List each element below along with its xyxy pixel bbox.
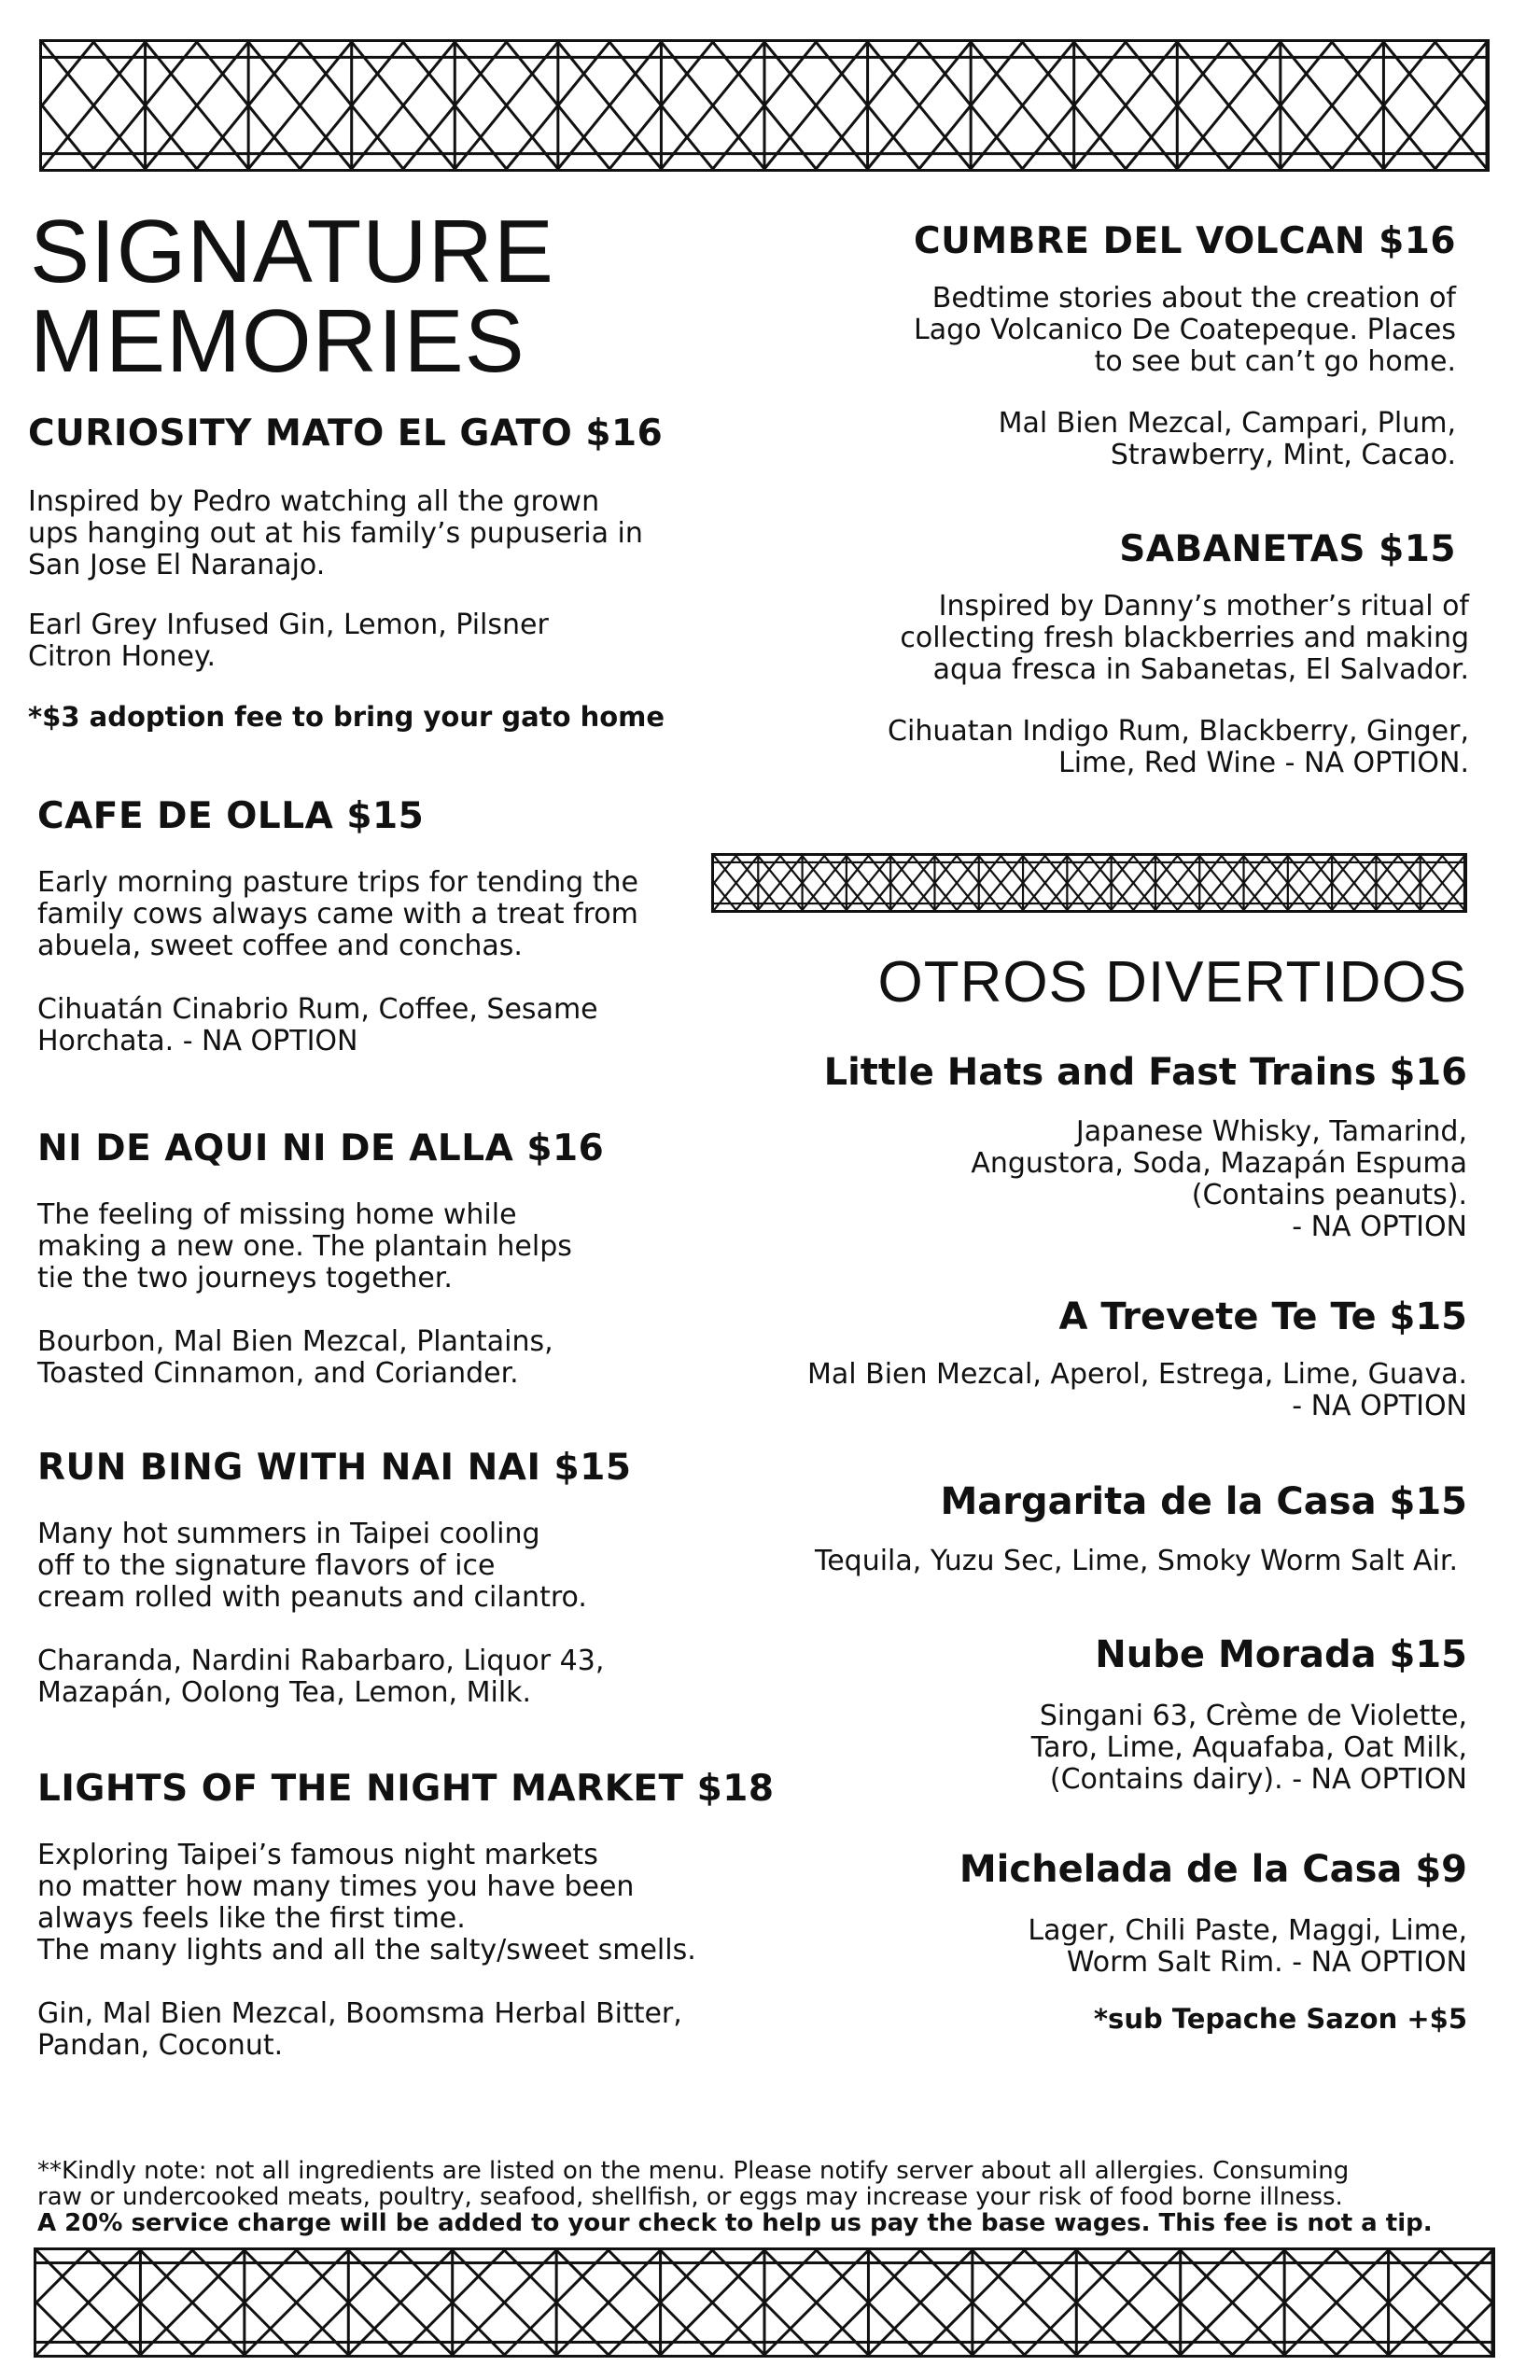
- item-description: Singani 63, Crème de Violette, Taro, Lime, Aquafaba, Oat Milk, (Contains dairy). - NA OPTION: [1030, 1700, 1467, 1796]
- geometric-pattern-icon: [714, 856, 1464, 910]
- bottom-pattern-band: [34, 2247, 1495, 2358]
- menu-item-little-hats: [627, 1051, 1467, 1243]
- item-title: CURIOSITY MATO EL GATO $16: [28, 413, 664, 455]
- item-title: SABANETAS $15: [1119, 528, 1456, 570]
- item-description: Japanese Whisky, Tamarind, Angustora, Soda, Mazapán Espuma (Contains peanuts). - NA OPTION: [971, 1115, 1467, 1243]
- item-ingredients: Bourbon, Mal Bien Mezcal, Plantains, Toasted Cinnamon, and Coriander.: [37, 1325, 553, 1390]
- section-heading-signature: [30, 202, 554, 391]
- middle-pattern-band: [711, 853, 1467, 913]
- geometric-pattern-icon: [36, 2250, 1492, 2355]
- item-title: CAFE DE OLLA $15: [37, 795, 425, 837]
- item-title: A Trevete Te Te $15: [1058, 1295, 1467, 1338]
- heading-line-1: SIGNATURE: [30, 202, 554, 301]
- menu-item-a-trevete: [627, 1295, 1467, 1422]
- item-story: Inspired by Danny’s mother’s ritual of collecting fresh blackberries and making aqua fresca in Sabanetas, El Salvador.: [900, 590, 1469, 686]
- item-ingredients: Gin, Mal Bien Mezcal, Boomsma Herbal Bitter, Pandan, Coconut.: [37, 1997, 682, 2062]
- item-story: Many hot summers in Taipei cooling off to the signature flavors of ice cream rolled with peanuts and cilantro.: [37, 1518, 587, 1614]
- item-title: Margarita de la Casa $15: [940, 1480, 1467, 1523]
- item-description: Mal Bien Mezcal, Aperol, Estrega, Lime, Guava. - NA OPTION: [807, 1358, 1467, 1422]
- item-ingredients: Cihuatán Cinabrio Rum, Coffee, Sesame Horchata. - NA OPTION: [37, 993, 598, 1057]
- menu-item-cafe-de-olla: [37, 795, 747, 1057]
- heading-line-2: MEMORIES: [30, 291, 525, 391]
- item-title: Little Hats and Fast Trains $16: [823, 1051, 1467, 1094]
- item-ingredients: Cihuatan Indigo Rum, Blackberry, Ginger, Lime, Red Wine - NA OPTION.: [888, 715, 1469, 779]
- item-description: Tequila, Yuzu Sec, Lime, Smoky Worm Salt Air.: [814, 1545, 1458, 1577]
- menu-item-michelada: [627, 1848, 1467, 2035]
- top-pattern-band: [39, 39, 1490, 172]
- item-note: *sub Tepache Sazon +$5: [1093, 2003, 1467, 2035]
- item-title: Nube Morada $15: [1095, 1633, 1467, 1676]
- menu-item-curiosity: [28, 413, 737, 733]
- allergy-note: **Kindly note: not all ingredients are listed on the menu. Please notify server about all allergies. Consuming raw or undercooked meats, poultry, seafood, shellfish, or eggs may increase your risk of food borne illness.: [37, 2157, 1350, 2211]
- item-story: Bedtime stories about the creation of Lago Volcanico De Coatepeque. Places to see but can’t go home.: [913, 282, 1456, 378]
- item-ingredients: Charanda, Nardini Rabarbaro, Liquor 43, Mazapán, Oolong Tea, Lemon, Milk.: [37, 1645, 605, 1709]
- item-story: The feeling of missing home while making a new one. The plantain helps tie the two journeys together.: [37, 1198, 572, 1295]
- footer-notice: [37, 2158, 1493, 2236]
- section-heading-otros: OTROS DIVERTIDOS: [877, 950, 1467, 1015]
- item-title: LIGHTS OF THE NIGHT MARKET $18: [37, 1768, 775, 1810]
- geometric-pattern-icon: [42, 42, 1487, 169]
- item-story: Exploring Taipei’s famous night markets no matter how many times you have been always feels like the first time. The many lights and all the salty/sweet smells.: [37, 1839, 696, 1967]
- item-title: Michelada de la Casa $9: [959, 1848, 1467, 1891]
- service-charge-note: A 20% service charge will be added to your check to help us pay the base wages. This fee is not a tip.: [37, 2209, 1433, 2237]
- item-title: NI DE AQUI NI DE ALLA $16: [37, 1127, 605, 1169]
- item-title: CUMBRE DEL VOLCAN $16: [914, 220, 1456, 262]
- item-story: Early morning pasture trips for tending the family cows always came with a treat from abuela, sweet coffee and conchas.: [37, 866, 638, 962]
- menu-item-margarita: [627, 1480, 1467, 1577]
- item-title: RUN BING WITH NAI NAI $15: [37, 1447, 632, 1489]
- menu-item-nube-morada: [627, 1633, 1467, 1796]
- menu-item-sabanetas: [760, 528, 1469, 779]
- item-ingredients: Mal Bien Mezcal, Campari, Plum, Strawberry, Mint, Cacao.: [998, 407, 1456, 471]
- item-note: *$3 adoption fee to bring your gato home: [28, 701, 665, 733]
- item-description: Lager, Chili Paste, Maggi, Lime, Worm Salt Rim. - NA OPTION: [1028, 1914, 1467, 1979]
- item-ingredients: Earl Grey Infused Gin, Lemon, Pilsner Citron Honey.: [28, 609, 549, 673]
- item-story: Inspired by Pedro watching all the grown ups hanging out at his family’s pupuseria in San Jose El Naranajo.: [28, 485, 643, 581]
- menu-item-cumbre: [747, 220, 1456, 471]
